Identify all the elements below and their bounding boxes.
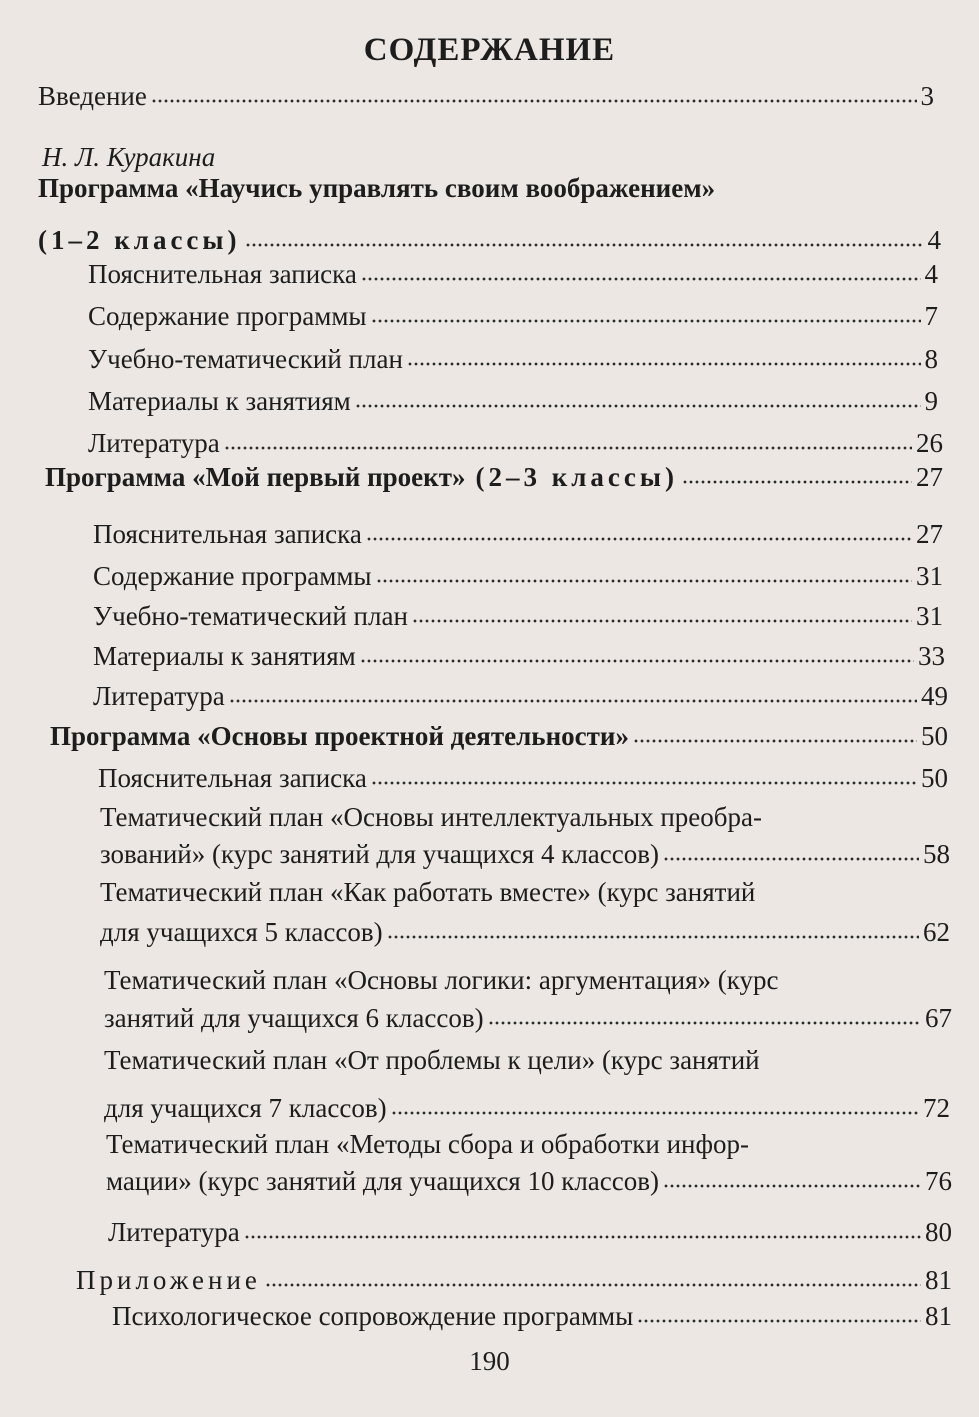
toc-entry xyxy=(88,300,938,332)
toc-label: Учебно-тематический план xyxy=(88,344,403,374)
dot-leader xyxy=(366,536,912,542)
toc-label: Пояснительная записка xyxy=(88,259,357,289)
toc-entry xyxy=(104,1002,952,1034)
toc-page: 3 xyxy=(920,81,934,111)
toc-label: зований» (курс занятий для учащихся 4 классов) xyxy=(100,839,659,869)
dot-leader xyxy=(265,1282,921,1288)
toc-label: Литература xyxy=(93,681,225,711)
toc-entry xyxy=(88,427,943,459)
toc-page: 27 xyxy=(916,462,943,492)
toc-label: Материалы к занятиям xyxy=(88,386,351,416)
toc-page: 80 xyxy=(925,1217,952,1247)
toc-page: 67 xyxy=(925,1003,952,1033)
toc-page: 50 xyxy=(921,763,948,793)
page-number: 190 xyxy=(469,1346,510,1376)
toc-label: для учащихся 5 классов) xyxy=(100,917,383,947)
toc-page: 62 xyxy=(923,917,950,947)
dot-leader xyxy=(361,276,921,282)
dot-leader xyxy=(371,318,921,324)
program3-title: Программа «Основы проектной деятельности» xyxy=(50,721,629,751)
toc-entry xyxy=(112,1300,952,1332)
toc-page: 27 xyxy=(916,519,943,549)
dot-leader xyxy=(637,1318,921,1324)
toc-entry xyxy=(100,916,950,948)
dot-leader xyxy=(663,1183,921,1189)
dot-leader xyxy=(229,698,917,704)
toc-entry xyxy=(98,762,948,794)
toc-page: 31 xyxy=(916,601,943,631)
dot-leader xyxy=(412,618,912,624)
toc-page: 49 xyxy=(921,681,948,711)
toc-page: 76 xyxy=(925,1166,952,1196)
dot-leader xyxy=(407,361,921,367)
toc-page: 33 xyxy=(918,641,945,671)
author-name: Н. Л. Куракина xyxy=(42,142,216,172)
dot-leader xyxy=(387,934,919,940)
plan-line1: Тематический план «Основы интеллектуальных преобра- xyxy=(100,802,763,832)
dot-leader xyxy=(376,578,912,584)
toc-entry-program2 xyxy=(45,461,943,493)
toc-entry-appendix xyxy=(76,1264,952,1296)
dot-leader xyxy=(244,1234,921,1240)
toc-label: Материалы к занятиям xyxy=(93,641,356,671)
toc-page: 8 xyxy=(924,344,938,374)
toc-entry xyxy=(88,385,938,417)
toc-page: 81 xyxy=(925,1301,952,1331)
toc-page: 50 xyxy=(921,721,948,751)
toc-label: Учебно-тематический план xyxy=(93,601,408,631)
toc-entry xyxy=(88,258,938,290)
dot-leader xyxy=(391,1110,919,1116)
toc-entry xyxy=(100,838,950,870)
toc-entry-program1 xyxy=(38,224,941,256)
toc-page: 7 xyxy=(924,301,938,331)
toc-entry xyxy=(93,680,948,712)
dot-leader xyxy=(682,479,912,485)
program2-classes: (2–3 классы) xyxy=(475,462,678,492)
appendix-label: Приложение xyxy=(76,1265,261,1295)
toc-entry xyxy=(104,1092,950,1124)
dot-leader xyxy=(663,856,919,862)
toc-label: Содержание программы xyxy=(88,301,367,331)
plan-line1: Тематический план «Методы сбора и обработки инфор- xyxy=(106,1129,749,1159)
toc-page: 26 xyxy=(916,428,943,458)
program1-title-line1: Программа «Научись управлять своим воображением» xyxy=(38,173,716,203)
toc-label: для учащихся 7 классов) xyxy=(104,1093,387,1123)
toc-entry-program3 xyxy=(50,720,948,752)
program1-classes: (1–2 классы) xyxy=(38,225,241,255)
toc-label: Пояснительная записка xyxy=(93,519,362,549)
toc-entry xyxy=(93,640,945,672)
toc-page: 31 xyxy=(916,561,943,591)
page-title: СОДЕРЖАНИЕ xyxy=(363,32,616,68)
toc-page: 9 xyxy=(924,386,938,416)
toc-label: мации» (курс занятий для учащихся 10 классов) xyxy=(106,1166,659,1196)
plan-line1: Тематический план «Как работать вместе» (курс занятий xyxy=(100,877,756,907)
toc-entry xyxy=(93,518,943,550)
toc-entry xyxy=(106,1165,952,1197)
toc-entry xyxy=(88,343,938,375)
dot-leader xyxy=(151,98,917,104)
dot-leader xyxy=(633,738,917,744)
toc-entry xyxy=(93,600,943,632)
toc-label: Содержание программы xyxy=(93,561,372,591)
program2-title: Программа «Мой первый проект» xyxy=(45,462,466,492)
toc-label: Психологическое сопровождение программы xyxy=(112,1301,634,1331)
toc-page: 81 xyxy=(925,1265,952,1295)
toc-label: Литература xyxy=(88,428,220,458)
toc-page: 72 xyxy=(923,1093,950,1123)
dot-leader xyxy=(355,403,921,409)
dot-leader xyxy=(360,658,914,664)
toc-label: Литература xyxy=(108,1217,240,1247)
toc-entry xyxy=(93,560,943,592)
toc-label: Пояснительная записка xyxy=(98,763,367,793)
toc-page: 58 xyxy=(923,839,950,869)
dot-leader xyxy=(224,445,912,451)
plan-line1: Тематический план «От проблемы к цели» (курс занятий xyxy=(104,1045,760,1075)
plan-line1: Тематический план «Основы логики: аргументация» (курс xyxy=(104,965,779,995)
toc-page: 4 xyxy=(927,225,941,255)
toc-label: Введение xyxy=(38,81,147,111)
toc-entry xyxy=(108,1216,952,1248)
dot-leader xyxy=(371,780,917,786)
dot-leader xyxy=(245,242,924,248)
toc-label: занятий для учащихся 6 классов) xyxy=(104,1003,484,1033)
toc-page: 4 xyxy=(924,259,938,289)
toc-entry-intro xyxy=(38,80,934,112)
dot-leader xyxy=(488,1020,921,1026)
